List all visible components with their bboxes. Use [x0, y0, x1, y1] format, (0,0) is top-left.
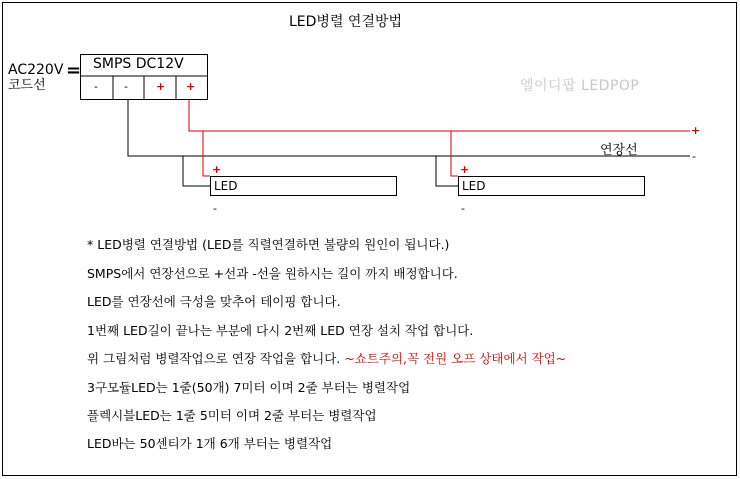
led1-strip — [210, 176, 397, 196]
instruction-line-6: 3구모듈LED는 1줄(50개) 7미터 이며 2줄 부터는 병렬작업 — [87, 380, 411, 395]
power-cord-label: 코드선 — [8, 78, 46, 93]
wire-plus-sign: + — [691, 124, 701, 137]
smps-terminal-negative-2: - — [124, 80, 128, 93]
led1-label: LED — [214, 179, 238, 193]
smps-terminal-negative-1: - — [94, 80, 98, 93]
short-circuit-warning: ~쇼트주의,꼭 전원 오프 상태에서 작업~ — [344, 351, 567, 366]
led2-label: LED — [462, 179, 486, 193]
led1-minus-sign: - — [213, 202, 217, 215]
wire-minus-sign: - — [692, 150, 696, 163]
positive-extension-wire — [189, 99, 690, 131]
led1-negative-branch — [183, 156, 210, 186]
led1-positive-branch — [203, 131, 210, 176]
instruction-line-8: LED바는 50센티가 1개 6개 부터는 병렬작업 — [87, 436, 333, 451]
extension-wire-label: 연장선 — [600, 143, 638, 158]
brand-watermark: 엘이디팝 LEDPOP — [520, 78, 640, 94]
instruction-line-2: SMPS에서 연장선으로 +선과 -선을 원하시는 길이 까지 배정합니다. — [87, 266, 458, 281]
led1-plus-sign: + — [212, 163, 222, 176]
led2-plus-sign: + — [460, 163, 470, 176]
smps-terminal-positive-2: + — [186, 80, 196, 93]
smps-label: SMPS DC12V — [93, 56, 184, 72]
cord-connection-sign: = — [66, 60, 82, 81]
led2-minus-sign: - — [461, 202, 465, 215]
instruction-line-3: LED를 연장선에 극성을 맞추어 테이핑 합니다. — [87, 294, 341, 309]
instruction-line-7: 플렉시블LED는 1줄 5미터 이며 2줄 부터는 병렬작업 — [87, 408, 377, 423]
ac-voltage-label: AC220V — [8, 62, 64, 78]
instruction-line-5 — [87, 349, 566, 367]
led2-strip — [458, 176, 645, 196]
instruction-line-4: 1번째 LED길이 끝나는 부분에 다시 2번째 LED 연장 설치 작업 합니다. — [87, 323, 474, 338]
page-title: LED병렬 연결방법 — [289, 14, 403, 30]
led2-positive-branch — [451, 131, 458, 176]
smps-terminal-positive-1: + — [156, 80, 166, 93]
instruction-line-1: * LED병렬 연결방법 (LED를 직렬연결하면 불량의 원인이 됩니다.) — [87, 237, 450, 252]
led2-negative-branch — [436, 156, 458, 186]
instruction-line-5-text: 위 그림처럼 병렬작업으로 연장 작업을 합니다. — [87, 351, 341, 366]
